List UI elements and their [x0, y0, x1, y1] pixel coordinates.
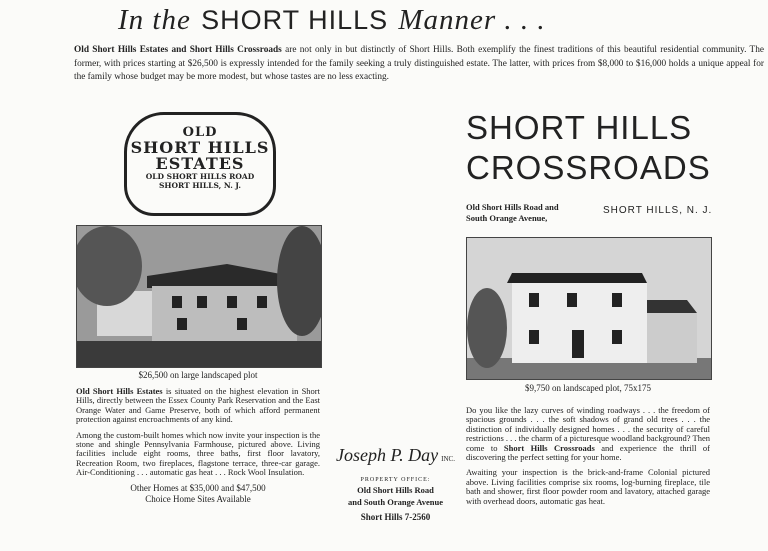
other-homes-prices: Other Homes at $35,000 and $47,500 [130, 482, 266, 493]
intro-paragraph [74, 44, 764, 85]
address-line: Old Short Hills Road and [466, 202, 559, 212]
crossroads-name: Short Hills Crossroads [503, 442, 595, 453]
office-label: PROPERTY OFFICE: [360, 477, 431, 483]
signature [328, 440, 463, 474]
colonial-description: Awaiting your inspection is the brick-and-frame Colonial pictured above. Living facilities comprise six rooms, log-burning fireplace, tile bath and shower, first floor powder room and lavatory, attached garage with overhead doors, automatic gas heat. [466, 467, 710, 506]
title-line: CROSSROADS [466, 149, 711, 186]
estates-text: is situated on the highest elevation in Short Hills, directly between the Essex County Park Reservation and the East Orange Water and Game Preserve, both of which afford permanent protection against encroachments of any kind. [76, 386, 320, 425]
inc-label: INC. [441, 455, 455, 463]
logo-line: SHORT HILLS, N. J. [158, 181, 242, 190]
estates-description [76, 387, 320, 425]
crossroads-text: Do you like the lazy curves of winding roadways . . . the freedom of spacious grounds . . . the soft shadows of grand old trees . . . the distinction of individually designed homes . . . the security of careful restrictions . . . the charm of a picturesque woodland background? Then come to [466, 405, 710, 453]
headline-part1: In the [118, 4, 191, 36]
logo-line: OLD SHORT HILLS ROAD [145, 172, 255, 181]
office-phone: Short Hills 7-2560 [360, 512, 431, 522]
estates-name: Old Short Hills Estates [76, 386, 163, 396]
intro-text: are not only in but distinctly of Short Hills. Both exemplify the finest traditions of this beautiful residential community. The former, with prices starting at $26,500 is expressly intended for the family seeking a truly distinguished estate. The latter, with prices from $8,000 to $16,000 holds a unique appeal for the family whose budget may be more modest, but whose tastes are no less exacting. [74, 45, 765, 82]
office-address: Old Short Hills Road [357, 485, 434, 495]
crossroads-description [466, 406, 710, 462]
address-line: South Orange Avenue, [466, 213, 548, 223]
other-homes [76, 483, 320, 505]
headline [118, 2, 546, 37]
crossroads-address [466, 202, 596, 224]
estates-column [76, 370, 320, 505]
title-line: SHORT HILLS [466, 109, 693, 146]
farmhouse-caption: $26,500 on large landscaped plot [138, 370, 258, 380]
logo-line: OLD [182, 125, 218, 140]
home-sites: Choice Home Sites Available [145, 493, 251, 504]
crossroads-text: and experience the thrill of discovering the perfect setting for your home. [466, 442, 710, 463]
property-office [328, 440, 463, 523]
intro-bold: Old Short Hills Estates and Short Hills Crossroads [74, 45, 282, 55]
signature-text: Joseph P. Day [336, 445, 439, 465]
farmhouse-description: Among the custom-built homes which now invite your inspection is the stone and shingle Pennsylvania Farmhouse, pictured above. Living facilities include eight rooms, three baths, first floor lavatory, Recreation Room, two fireplaces, flagstone terrace, three-car garage. Air-Conditioning . . . automatic gas heat . . . Rock Wool Insulation. [76, 429, 320, 478]
farmhouse-photo [76, 225, 322, 368]
crossroads-title [466, 108, 756, 188]
headline-part2: SHORT HILLS [201, 5, 389, 35]
estates-logo [124, 112, 276, 216]
crossroads-column [466, 383, 710, 506]
crossroads-city: SHORT HILLS, N. J. [603, 205, 713, 216]
colonial-photo [466, 237, 712, 380]
headline-part3: Manner . . . [398, 4, 546, 36]
logo-line: SHORT HILLS [130, 138, 270, 157]
colonial-caption: $9,750 on landscaped plot, 75x175 [525, 383, 651, 393]
logo-line: ESTATES [155, 154, 245, 173]
office-address: and South Orange Avenue [347, 497, 443, 507]
